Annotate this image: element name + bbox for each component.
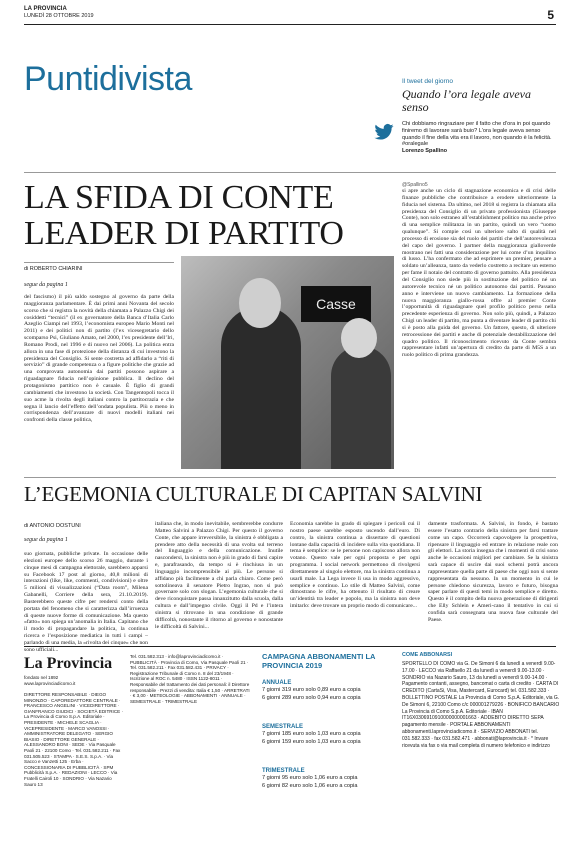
campaign-title: CAMPAGNA ABBONAMENTI LA PROVINCIA 2019 — [262, 652, 376, 670]
photo-head-2 — [341, 318, 377, 358]
tweet-author: Lorenzo Spallino — [402, 148, 448, 155]
section-rule — [24, 172, 556, 173]
footer-imprint: DIRETTORE RESPONSABILE · DIEGO MINONZIO · CAPOREDATTORE CENTRALE · FRANCESCO ANGELINI · VICEDIRETTORE · GIANFRANCO GIUDICI · SOCIETÀ EDITRICE · La Provincia di Como S.p.A. Editoriale · PRESIDENTE · MICHELE SCAGLIA · VICEPRESIDENTE · MARCO VANOSSI · AMMINISTRATORE DELEGATO · SERGIO BIASIO · DIRETTORE GENERALE · ALESSANDRO BONI · SEDE · Via Pasquale Paoli 21 · 22100 Como · Tel. 031.582.211 · Fax 031.505.523 · STAMPA · S.E.S. S.p.A. · Via Sacco e Vanzetti 125 · Erba · CONCESSIONARIA DI PUBBLICITÀ · SPM Pubblicità S.p.A. · REDAZIONI · LECCO · Via Fratelli Cairoli 10 · SONDRIO · Via Nazario Sauro 13 — [24, 692, 124, 787]
section-part-1: Punti — [24, 60, 99, 98]
plan-quarter — [262, 768, 392, 790]
article2-headline: L’EGEMONIA CULTURALE DI CAPITAN SALVINI — [24, 482, 483, 506]
plan-line: 7 giorni 185 euro solo 1,03 euro a copia — [262, 731, 361, 737]
article2-rule — [24, 477, 556, 478]
photo-head-1 — [239, 278, 281, 328]
section-part-2: di — [99, 60, 125, 98]
plan-line: 7 giorni 95 euro solo 1,06 euro a copia — [262, 775, 358, 781]
article2-segue: segue da pagina 1 — [24, 537, 68, 543]
page-number: 5 — [547, 8, 554, 22]
article2-col4: damente trasformata. A Salvini, in fondo, è bastato essere l’esatto contrario della sinistra per farsi trattare come un capo. Occorrerà capovolgere la prospettiva, ripensare il linguaggio ed entrare in relazione reale con gli elettori. La storia insegna che i momenti di crisi sono anche le occasioni migliori per cambiare. Se la sinistra sarà capace di uscire dai suoi schemi potrà ancora rappresentare quella parte di paese che oggi non si sente rappresentata da nessuno. In un momento in cui le persone chiedono sicurezza, lavoro e futuro, bisogna saper parlare di questi temi in modo semplice e diretto. Questo è il compito della nuova generazione di dirigenti che Elly Schlein e Ameri-cano il tentativo in cui si confida sarà consegnata una nuova fase culturale del Paese. — [428, 521, 558, 623]
tweet-handle: @Spallino5 — [402, 182, 428, 188]
footer-privacy: Tel. 031.582.313 · info@laprovinciadicomo.it · PUBBLICITÀ · Provincia di Como, Via Pasquale Paoli 21 · Tel. 031.582.211 · Fax 031.582.431 · PRIVACY · Registrazione Tribunale di Como n. 8 del 23/1948 · Iscrizione al ROC n. 5480 · ISSN 1122-8011 · Responsabile del trattamento dei dati personali: il Direttore responsabile · Prezzi di vendita: Italia € 1,50 · ARRETRATI · € 3,00 · METEOLOGIE · ABBONAMENTI · ANNUALE · SEMESTRALE · TRIMESTRALE — [130, 654, 250, 704]
footer-rule — [24, 646, 556, 647]
byline-rule — [24, 262, 174, 263]
article1-byline: di ROBERTO CHIARINI — [24, 266, 83, 272]
photo-figure-2 — [331, 346, 391, 469]
article2-byline: di ANTONIO DOSTUNI — [24, 523, 81, 529]
plan-line: 6 giorni 289 euro solo 0,94 euro a copia — [262, 695, 361, 701]
article2-col2: italiana che, in modo inevitabile, sembrerebbe condurre Matteo Salvini a Palazzo Chigi. Per questo il governo Conte, che appare irreversibile, la sinistra è obbligata a prendere atto della necessità di una svolta sul terreno del linguaggio e della comunicazione. Inutile nascondersi, la sinistra non è più in grado di farsi capire e, parafrasando, da tempo si è rinchiusa in un linguaggio incomprensibile ai più. Le persone si affidano più facilmente a chi parla chiaro. Come però sottolineava il senatore Pietro Ingrao, non si può governare solo con slogan. L’egemonia culturale che si deve riconquistare passa innanzitutto dalla scuola, dalla cultura e dall’impegno civile. Oggi il Pd e l’intera sinistra si ritrovano in una condizione di grande difficoltà, nonostante il ritorno al governo e nonostante le difficoltà di Salvini... — [155, 521, 283, 630]
tweet-title: Quando l’ora legale aveva senso — [402, 87, 531, 114]
plan-title: TRIMESTRALE — [262, 768, 305, 774]
article2-col3: Economia sarebbe in grado di spiegare i pericoli cui il nostro paese sarebbe esposto uscendo dall’euro. Di contro, la sinistra continua a dissertare di questioni lontane dalla capacità di incidere sulla vita quotidiana. Il tema è semplice: se le persone non capiscono allora non votano. Questo vale per ogni proposta e per ogni programma. I social network permettono di rivolgersi direttamente al singolo elettore, ma la sinistra continua a usarli male. La Lega invece li usa in modo aggressivo, semplice e continuo. Lo stile di Matteo Salvini, come dimostrano le cifre, ha ottenuto il risultato di creare un’identità tra leader e popolo, ma la sinistra non deve imitarlo: deve trovare un proprio modo di comunicare... — [290, 521, 420, 610]
plan-title: ANNUALE — [262, 680, 292, 686]
plan-semester — [262, 724, 392, 746]
bird-icon — [374, 124, 394, 140]
tweet-body — [402, 121, 552, 155]
section-title — [24, 60, 192, 99]
article2-col1: suo giornata, pubbliche private. In occasione delle elezioni europee dello scorso 26 maggio, durante i cinque mesi di campagna elettorale, sarebbero apparsi su Facebook 17 post al giorno, 40,8 milioni di interazioni (like, like, commenti, condivisioni) e oltre 5 milioni di visualizzazioni (“Data room”, Milena Gabanelli, Corriere della sera, 21.10.2019). Basterebbero queste cifre per rendersi conto della portata del fenomeno che si caratterizza dall’irruenza di queste nuove forme di comunicazione. Ma questo «fatto» non spiega un’anomalia in Italia. Capitano che il modo di propagandare la politica, la continua ricerca e l’esposizione mediatica in tutti i campi – parlando di una media, la «rivolta dei cinque» che non sono ufficiali... — [24, 551, 148, 653]
masthead — [24, 6, 94, 20]
article1-col3: si apre anche un ciclo di stagnazione economica e di crisi delle finanze pubbliche che contribuisce a erodere ulteriormente la fiducia nel sistema. Da ultimo, nel 2018 si registra la chiamata alla presidenza del Consiglio di un privato professionista (Giuseppe Conte), non solo estraneo all’establishment politico ma anche privo di una semplice militanza in un partito, quindi un vero “uomo qualunque”. Si compie così un ulteriore salto di qualità nel processo di erosione sia del ruolo dei partiti che dell’autorevolezza del capo del governo. I partner della maggioranza gialloverde mostrano nei fatti una considerazione per lui come d’un inquilino di lusso. L’ha confermato che ad esprimere un premier, pensare a soldato un’alleanza, tanto da vederlo costretto a recitare un esterno per fame il notaio del contratto di governo pattuito. Alla presidenza del Consiglio non siede più in sostituzione del politico né un autorevole tecnico né un politico autonomo dai partiti. Passano anno e interviene un nuovo cambiamento. La formazione della nuova maggioranza giallo-rossa offre al premier Conte l’opportunità di riguadagnare quel profilo politico perso nella precedente esperienza di governo. Non solo più, quindi, a Palazzo Chigi un leader di partito, ma punta a diventare leader di partito chi si è posto alla guida del governo. Un fattore, questo, di ulteriore retrocessione dei partiti e anche di potenziale destabilizzazione del quadro politico. Il riconoscimento ricevuto da Conte sembra rappresentare infatti un’apertura di credito da parte di M5S a un ruolo politico di prima grandezza. — [402, 188, 556, 359]
plan-line: 6 giorni 82 euro solo 1,06 euro a copia — [262, 783, 358, 789]
article1-segue: segue da pagina 1 — [24, 282, 68, 288]
how-body: SPORTELLO DI COMO via G. De Simoni 6 da lunedì a venerdì 9.00-17.00 · LECCO via Raffaello 21 da lunedì a venerdì 9.00-13.00 · SONDRIO via Nazario Sauro, 13 da lunedì a venerdì 9.00-14.00 · Pagamento contanti, assegno, bancomat o carta di credito · CARTA DI CREDITO (CartaSi, Visa, Mastercard, Eurocard) tel. 031.582.333 · BOLLETTINO POSTALE La Provincia di Como S.p.A. Editoriale, via G. De Simoni 6, 22100 Como c/c 000001279226 · BONIFICO BANCARIO La Provincia di Como S.p.A. Editoriale · IBAN IT16X0306910910000000001663 · ADDEBITO DIRETTO SEPA pagamento mensile · PORTALE ABBONAMENTI abbonamenti.laprovinciadicomo.it · SERVIZIO ABBONATI tel. 031.582.333 · fax 031.582.471 · abbonati@laprovincia.it · * Invare ricevuta via fax o via mail completa di numero telefonico e indirizzo — [402, 661, 560, 749]
issue-date: LUNEDÌ 28 OTTOBRE 2019 — [24, 13, 94, 19]
footer-site: www.laprovinciadicomo.it — [24, 680, 76, 686]
plan-title: SEMESTRALE — [262, 724, 304, 730]
top-rule — [24, 24, 556, 25]
how-title: COME ABBONARSI — [402, 652, 453, 658]
footer-logo: La Provincia — [24, 655, 113, 672]
plan-line: 6 giorni 159 euro solo 1,03 euro a copia — [262, 739, 361, 745]
plan-annual — [262, 680, 392, 702]
photo-figure-1 — [221, 306, 301, 469]
footer-founded-text: fondato nel 1892 — [24, 675, 59, 680]
tweet-label: Il tweet del giorno — [402, 78, 453, 85]
publication-name: LA PROVINCIA — [24, 6, 67, 12]
article1-col1: del fascismo) il più saldo sostegno al governo da parte della maggioranza parlamentare. È dai primi anni Novanta del secolo scorso che si registra la novità della chiamata a Palazzo Chigi dei cosiddetti “tecnici” (il ex governatore della Banca d’Italia Carlo Azeglio Ciampi nel 1993, l’economista europeo Mario Monti nel 2011) e dei politici non di partito (l’ex vicesegretario dello scomparso Psi, Giuliano Amato, nel 2000, l’ex presidente dell’Iri, Romano Prodi, nel 1996 e di nuovo nel 2006). La politica entra allora in una fase di protezione della distanza di cui investono la presidenza del Consiglio. Si sente costretta ad affidarlo a “riti di servizio” di grande competenza o a figure politiche che grazie ad una comprovata autonomia dai partiti possono aspirare a riguadagnare fiducia nell’opinione pubblica. Il declino del protagonismo partitico non è casuale. È figlio di grandi cambiamenti che investono la società. Con Tangentopoli tocca il suo acme la rivolta degli italiani contro la partitocrazia e che segna il lancio dell’effetto dell’ondata populista. Più o meno in corrispondenza dell’avanzare di nuovi modelli italiani nei confronti della classe politica, — [24, 294, 174, 424]
plan-line: 7 giorni 319 euro solo 0,89 euro a copia — [262, 687, 361, 693]
how-to-subscribe — [402, 652, 562, 841]
section-part-3: vista — [124, 60, 192, 98]
tweet-text: Chi dobbiamo ringraziare per il fatto che d’ora in poi quando finiremo di lavorare sarà buio? L’ora legale aveva senso quando il fine della vita era il lavoro, non quando è la felicità. #oralegale — [402, 121, 552, 148]
photo-sign: Casse — [301, 286, 371, 322]
article1-headline: LA SFIDA DI CONTE LEADER DI PARTITO — [24, 179, 344, 252]
footer-founded — [24, 675, 124, 686]
campaign-plans — [262, 680, 392, 790]
article1-photo — [181, 256, 394, 469]
